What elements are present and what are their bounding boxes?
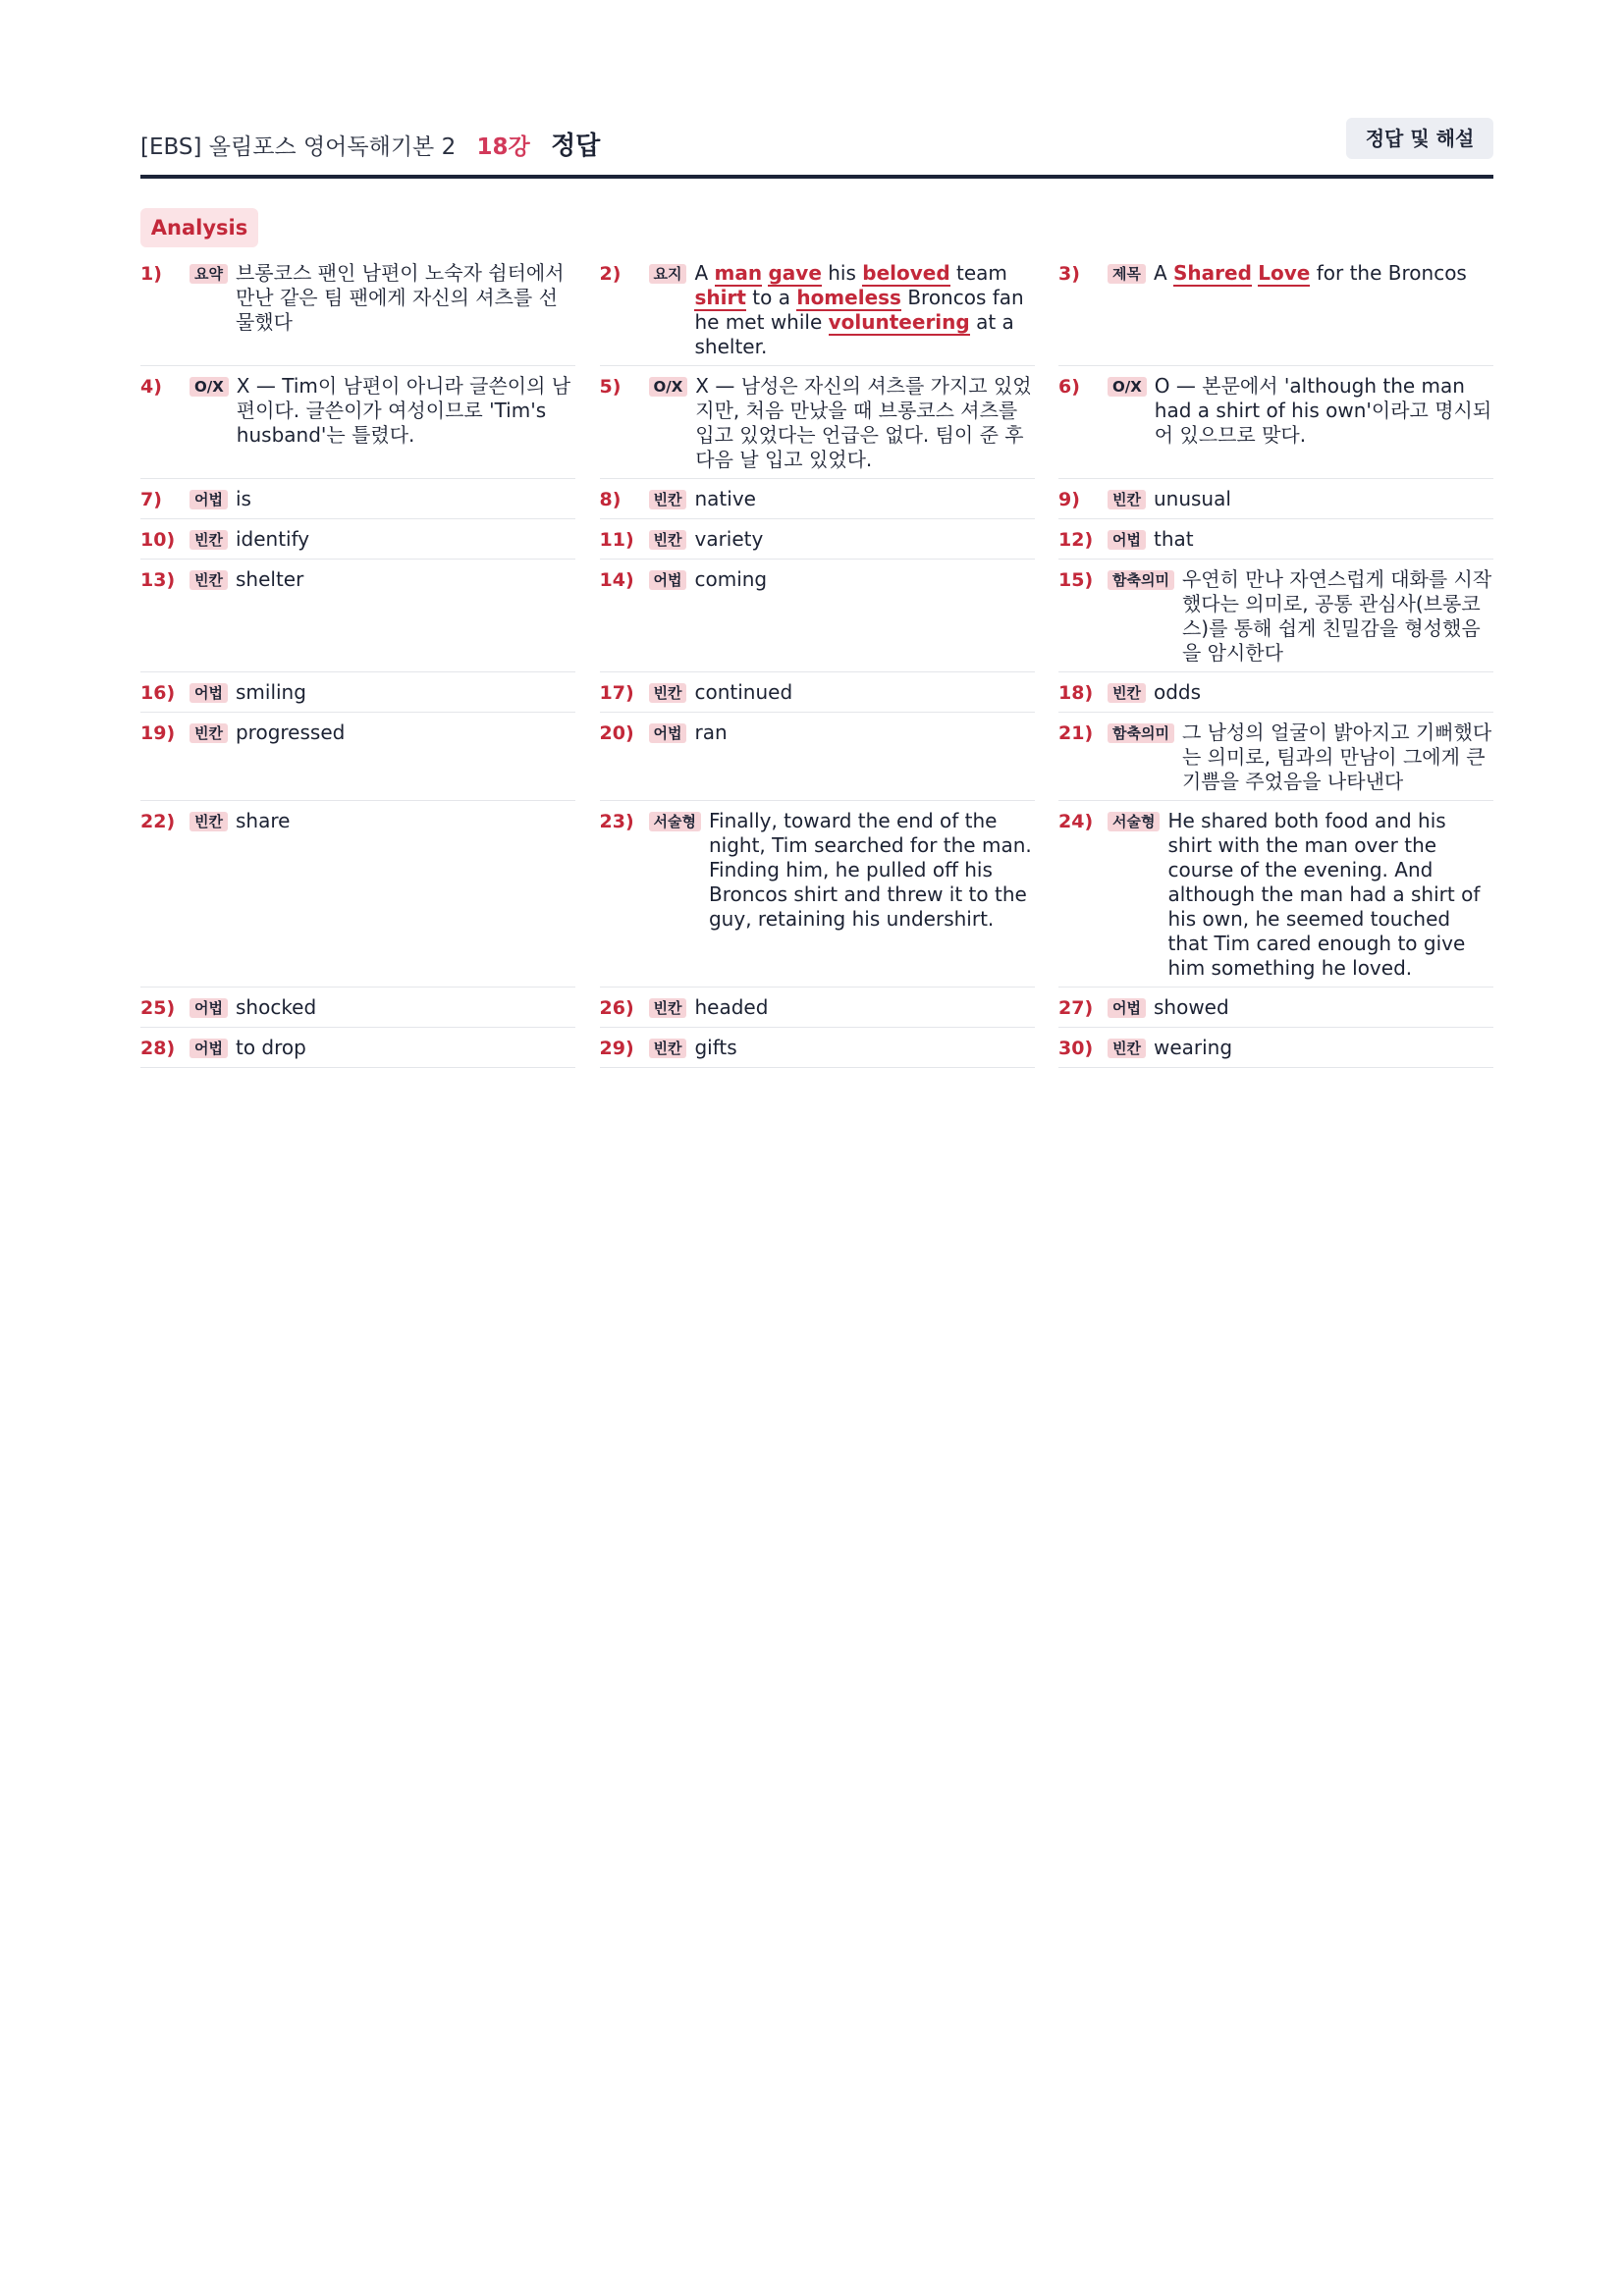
answer-item: [140, 519, 575, 560]
answer-number: 19): [140, 722, 176, 744]
answer-type-badge: 함축의미: [1108, 570, 1174, 590]
answer-text: showed: [1153, 995, 1229, 1019]
answer-type-badge: 빈칸: [189, 530, 228, 550]
answer-row: [140, 713, 1493, 801]
answer-item: [1058, 672, 1493, 713]
answer-type-badge: 서술형: [649, 812, 701, 831]
highlighted-keyword: Love: [1258, 261, 1311, 285]
answer-item: [140, 672, 575, 713]
answer-item: [140, 560, 575, 672]
answer-type-badge: O/X: [649, 377, 688, 397]
answer-item: [1058, 1028, 1493, 1068]
answer-item: [140, 988, 575, 1028]
answer-number: 7): [140, 489, 162, 510]
answer-text: share: [235, 809, 291, 832]
answer-type-badge: 빈칸: [649, 683, 687, 703]
answer-row: [140, 253, 1493, 366]
answer-type-badge: 빈칸: [649, 530, 687, 550]
answer-number: 14): [599, 569, 634, 591]
answer-type-badge: 어법: [189, 490, 228, 509]
answer-number: 5): [599, 376, 622, 398]
answer-text: X — 남성은 자신의 셔츠를 가지고 있었지만, 처음 만났을 때 브롱코스 셔츠를 입고 있었다는 언급은 없다. 팀이 준 후 다음 날 입고 있었다.: [695, 374, 1032, 471]
answer-item: [600, 1028, 1035, 1068]
answer-item: [1058, 366, 1493, 479]
answer-number: 17): [599, 682, 634, 704]
answer-type-badge: 서술형: [1108, 812, 1160, 831]
answer-text: He shared both food and his shirt with the man over the course of the evening. And although the man had a shirt of his own, he seemed touched that Tim cared enough to give him something he loved.: [1167, 809, 1481, 980]
answer-type-badge: 어법: [1108, 998, 1146, 1018]
answer-item: [600, 560, 1035, 672]
answer-item: [1058, 560, 1493, 672]
answer-text: coming: [694, 567, 768, 591]
answer-item: [1058, 801, 1493, 988]
answer-number: 26): [599, 997, 634, 1019]
answer-number: 8): [599, 489, 622, 510]
answer-text: 브롱코스 팬인 남편이 노숙자 쉼터에서 만난 같은 팀 팬에게 자신의 셔츠를 선물했다: [235, 261, 565, 334]
answer-number: 12): [1058, 529, 1094, 551]
answer-type-badge: 빈칸: [189, 812, 228, 831]
answer-number: 25): [140, 997, 176, 1019]
answer-item: [600, 519, 1035, 560]
answer-text: unusual: [1153, 487, 1231, 510]
answer-text: that: [1153, 527, 1194, 551]
answer-row: [140, 479, 1493, 519]
answer-item: [1058, 519, 1493, 560]
answer-number: 27): [1058, 997, 1094, 1019]
answer-text: X — Tim이 남편이 아니라 글쓴이의 남편이다. 글쓴이가 여성이므로 'Tim's husband'는 틀렸다.: [236, 374, 571, 447]
answer-item: [600, 713, 1035, 801]
answer-type-badge: O/X: [1108, 377, 1147, 397]
answer-type-badge: 빈칸: [649, 490, 687, 509]
answer-type-badge: 함축의미: [1108, 723, 1174, 743]
highlighted-keyword: Shared: [1173, 261, 1252, 285]
answer-text: wearing: [1153, 1036, 1233, 1059]
answer-number: 2): [599, 263, 622, 285]
answer-number: 13): [140, 569, 176, 591]
answer-row: [140, 560, 1493, 672]
answer-type-badge: 어법: [189, 683, 228, 703]
answer-item: [600, 253, 1035, 366]
answer-number: 28): [140, 1038, 176, 1059]
answer-item: [140, 253, 575, 366]
answer-number: 1): [140, 263, 162, 285]
answer-type-badge: 빈칸: [1108, 490, 1146, 509]
answer-item: [1058, 988, 1493, 1028]
answer-number: 18): [1058, 682, 1094, 704]
answer-item: [140, 1028, 575, 1068]
answer-text: native: [694, 487, 756, 510]
answer-text: is: [235, 487, 251, 510]
answer-row: [140, 988, 1493, 1028]
answer-row: [140, 672, 1493, 713]
book-title: [EBS] 올림포스 영어독해기본 2: [140, 134, 457, 160]
answer-type-badge: 빈칸: [189, 570, 228, 590]
answer-type-badge: 빈칸: [649, 1039, 687, 1058]
answer-number: 15): [1058, 569, 1094, 591]
answer-item: [1058, 479, 1493, 519]
answer-type-badge: O/X: [189, 377, 229, 397]
answer-item: [600, 801, 1035, 988]
answer-number: 6): [1058, 376, 1080, 398]
answer-text: 우연히 만나 자연스럽게 대화를 시작했다는 의미로, 공통 관심사(브롱코스)를 통해 쉽게 친밀감을 형성했음을 암시한다: [1181, 567, 1492, 665]
answer-type-badge: 빈칸: [649, 998, 687, 1018]
answer-type-badge: 어법: [649, 570, 687, 590]
answer-number: 16): [140, 682, 176, 704]
answer-type-badge: 어법: [1108, 530, 1146, 550]
answer-number: 22): [140, 811, 176, 832]
answer-number: 20): [599, 722, 634, 744]
answer-text: odds: [1153, 680, 1202, 704]
answer-number: 23): [599, 811, 634, 832]
answer-number: 11): [599, 529, 634, 551]
answer-text: 그 남성의 얼굴이 밝아지고 기뻐했다는 의미로, 팀과의 만남이 그에게 큰 기쁨을 주었음을 나타낸다: [1181, 721, 1492, 793]
answer-number: 24): [1058, 811, 1094, 832]
highlighted-keyword: volunteering: [828, 310, 970, 334]
answer-item: [600, 672, 1035, 713]
page-title: 정답: [551, 132, 601, 161]
highlighted-keyword: gave: [768, 261, 822, 285]
answer-number: 30): [1058, 1038, 1094, 1059]
answer-type-badge: 빈칸: [1108, 683, 1146, 703]
answer-explanation-button[interactable]: 정답 및 해설: [1346, 118, 1493, 159]
answer-text: shelter: [235, 567, 304, 591]
highlighted-keyword: shirt: [694, 286, 746, 309]
highlighted-keyword: man: [714, 261, 763, 285]
answer-type-badge: 어법: [649, 723, 687, 743]
answer-number: 9): [1058, 489, 1080, 510]
answer-item: [600, 366, 1035, 479]
answer-text: ran: [694, 721, 728, 744]
answer-item: [1058, 713, 1493, 801]
answer-item: [140, 366, 575, 479]
answer-row: [140, 519, 1493, 560]
answer-type-badge: 어법: [189, 1039, 228, 1058]
answer-type-badge: 요지: [649, 264, 687, 284]
page-header: [140, 116, 1493, 179]
header-title-group: [140, 126, 600, 162]
highlighted-keyword: beloved: [862, 261, 950, 285]
answer-text: headed: [694, 995, 769, 1019]
answer-item: [1058, 253, 1493, 366]
answer-text: A man gave his beloved team shirt to a homeless Broncos fan he met while volunteering at a shelter.: [694, 261, 1024, 358]
answer-item: [600, 479, 1035, 519]
highlighted-keyword: homeless: [796, 286, 901, 309]
answer-text: continued: [694, 680, 793, 704]
answer-number: 21): [1058, 722, 1094, 744]
answer-type-badge: 빈칸: [1108, 1039, 1146, 1058]
answer-item: [140, 713, 575, 801]
answer-text: A Shared Love for the Broncos: [1153, 261, 1467, 285]
answer-number: 4): [140, 376, 162, 398]
answer-text: to drop: [235, 1036, 306, 1059]
answer-text: progressed: [235, 721, 346, 744]
answer-row: [140, 366, 1493, 479]
answer-text: identify: [235, 527, 310, 551]
answer-type-badge: 어법: [189, 998, 228, 1018]
answer-type-badge: 요약: [189, 264, 228, 284]
answer-type-badge: 제목: [1108, 264, 1146, 284]
analysis-label: Analysis: [140, 208, 258, 247]
answer-row: [140, 801, 1493, 988]
answer-item: [600, 988, 1035, 1028]
answer-number: 29): [599, 1038, 634, 1059]
answer-text: gifts: [694, 1036, 737, 1059]
answer-number: 10): [140, 529, 176, 551]
answer-row: [140, 1028, 1493, 1068]
answer-text: smiling: [235, 680, 306, 704]
answer-item: [140, 801, 575, 988]
answer-item: [140, 479, 575, 519]
answer-text: O — 본문에서 'although the man had a shirt of his own'이라고 명시되어 있으므로 맞다.: [1154, 374, 1492, 447]
lesson-number: 18강: [476, 134, 530, 160]
answer-text: variety: [694, 527, 764, 551]
answer-text: shocked: [235, 995, 317, 1019]
answer-text: Finally, toward the end of the night, Tim searched for the man. Finding him, he pulled off his Broncos shirt and threw it to the guy, retaining his undershirt.: [708, 809, 1032, 931]
answer-type-badge: 빈칸: [189, 723, 228, 743]
answer-grid: [140, 253, 1493, 1068]
answer-number: 3): [1058, 263, 1080, 285]
